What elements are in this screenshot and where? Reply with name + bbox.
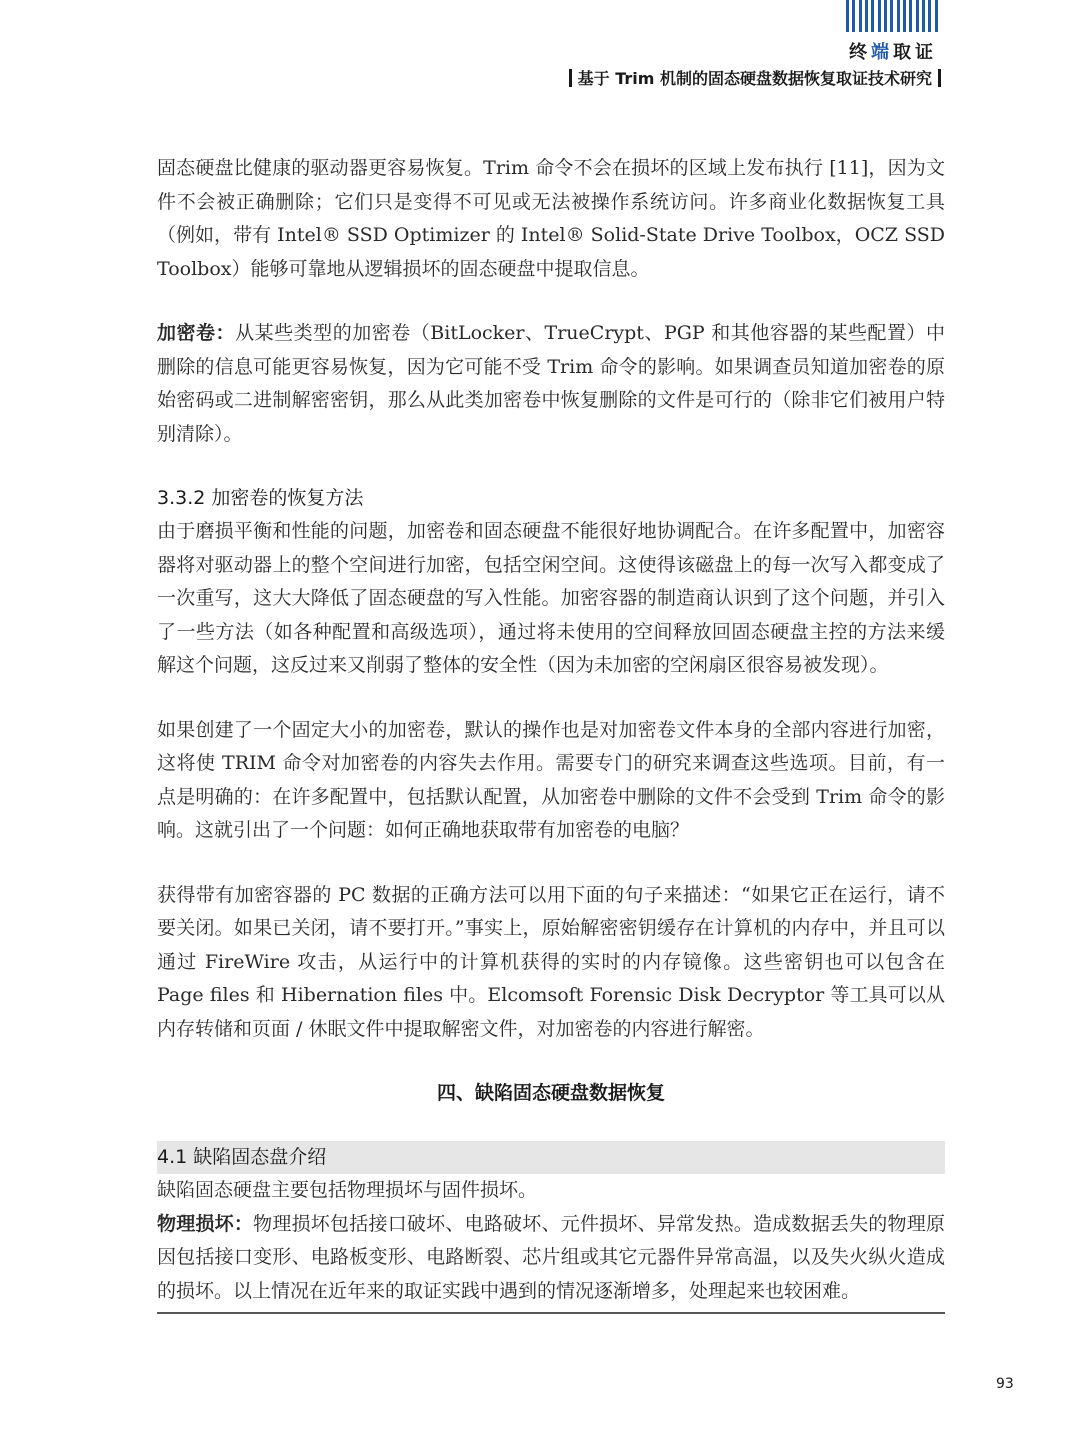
paragraph-fixed-size-volume: 如果创建了一个固定大小的加密卷，默认的操作也是对加密卷文件本身的全部内容进行加密，这将使 TRIM 命令对加密卷的内容失去作用。需要专门的研究来调查这些选项。目前，有一点是明确的：在许多配置中，包括默认配置，从加密卷中删除的文件不会受到 Trim 命令的影响。这就引出了一个问题：如何正确地获取带有加密卷的电脑？ [157, 718, 945, 841]
bottom-rule [157, 1312, 945, 1314]
paragraph-pc-acquisition: 获得带有加密容器的 PC 数据的正确方法可以用下面的句子来描述：“如果它正在运行，请不要关闭。如果已关闭，请不要打开。”事实上，原始解密密钥缓存在计算机的内存中，并且可以通过 FireWire 攻击，从运行中的计算机获得的实时的内存镜像。这些密钥也可以包含在 Page files 和 Hibernation files 中。Elcomsoft Forensic Disk Decryptor 等工具可以从内存转储和页面 / 休眠文件中提取解密文件，对加密卷的内容进行解密。 [157, 883, 945, 1040]
header-decoration-bars [846, 0, 938, 32]
column-name-accent: 端 [871, 42, 893, 63]
running-title [563, 66, 947, 89]
section-heading-3-3-2: 3.3.2 加密卷的恢复方法 [157, 487, 364, 509]
title-bar-right [938, 69, 941, 87]
paragraph-physical-damage [157, 1208, 945, 1309]
title-bar-left [569, 69, 572, 87]
paragraph-encrypted-volumes [157, 317, 945, 451]
section-heading-4-1: 4.1 缺陷固态盘介绍 [157, 1141, 945, 1174]
encrypted-volumes-lead: 加密卷： [157, 322, 236, 344]
article-body [157, 152, 945, 1314]
paragraph-defect-types: 缺陷固态硬盘主要包括物理损坏与固件损坏。 [157, 1179, 538, 1201]
physical-damage-lead: 物理损坏： [157, 1212, 254, 1235]
journal-column-name [849, 38, 937, 64]
column-name-part1: 终 [849, 42, 871, 63]
chapter-heading-4: 四、缺陷固态硬盘数据恢复 [436, 1082, 665, 1104]
page-number: 93 [996, 1376, 1014, 1392]
paragraph-wear-leveling: 由于磨损平衡和性能的问题，加密卷和固态硬盘不能很好地协调配合。在许多配置中，加密容器将对驱动器上的整个空间进行加密，包括空闲空间。这使得该磁盘上的每一次写入都变成了一次重写，这大大降低了固态硬盘的写入性能。加密容器的制造商认识到了这个问题，并引入了一些方法（如各种配置和高级选项），通过将未使用的空间释放回固态硬盘主控的方法来缓解这个问题，这反过来又削弱了整体的安全性（因为未加密的空闲扇区很容易被发现）。 [157, 520, 945, 676]
column-name-part2: 取证 [893, 42, 937, 63]
paragraph-ssd-recovery: 固态硬盘比健康的驱动器更容易恢复。Trim 命令不会在损坏的区域上发布执行 [11]，因为文件不会被正确删除；它们只是变得不可见或无法被操作系统访问。许多商业化数据恢复工具（例如，带有 Intel® SSD Optimizer 的 Intel® Solid-State Drive Toolbox，OCZ SSD Toolbox）能够可靠地从逻辑损坏的固态硬盘中提取信息。 [157, 157, 945, 280]
running-title-text: 基于 Trim 机制的固态硬盘数据恢复取证技术研究 [577, 69, 932, 88]
physical-damage-text: 物理损坏包括接口破坏、电路破坏、元件损坏、异常发热。造成数据丢失的物理原因包括接口变形、电路板变形、电路断裂、芯片组或其它元器件异常高温，以及失火纵火造成的损坏。以上情况在近年来的取证实践中遇到的情况逐渐增多，处理起来也较困难。 [157, 1212, 945, 1302]
encrypted-volumes-text: 从某些类型的加密卷（BitLocker、TrueCrypt、PGP 和其他容器的某些配置）中删除的信息可能更容易恢复，因为它可能不受 Trim 命令的影响。如果调查员知道加密卷的原始密码或二进制解密密钥，那么从此类加密卷中恢复删除的文件是可行的（除非它们被用户特别清除）。 [157, 322, 945, 445]
